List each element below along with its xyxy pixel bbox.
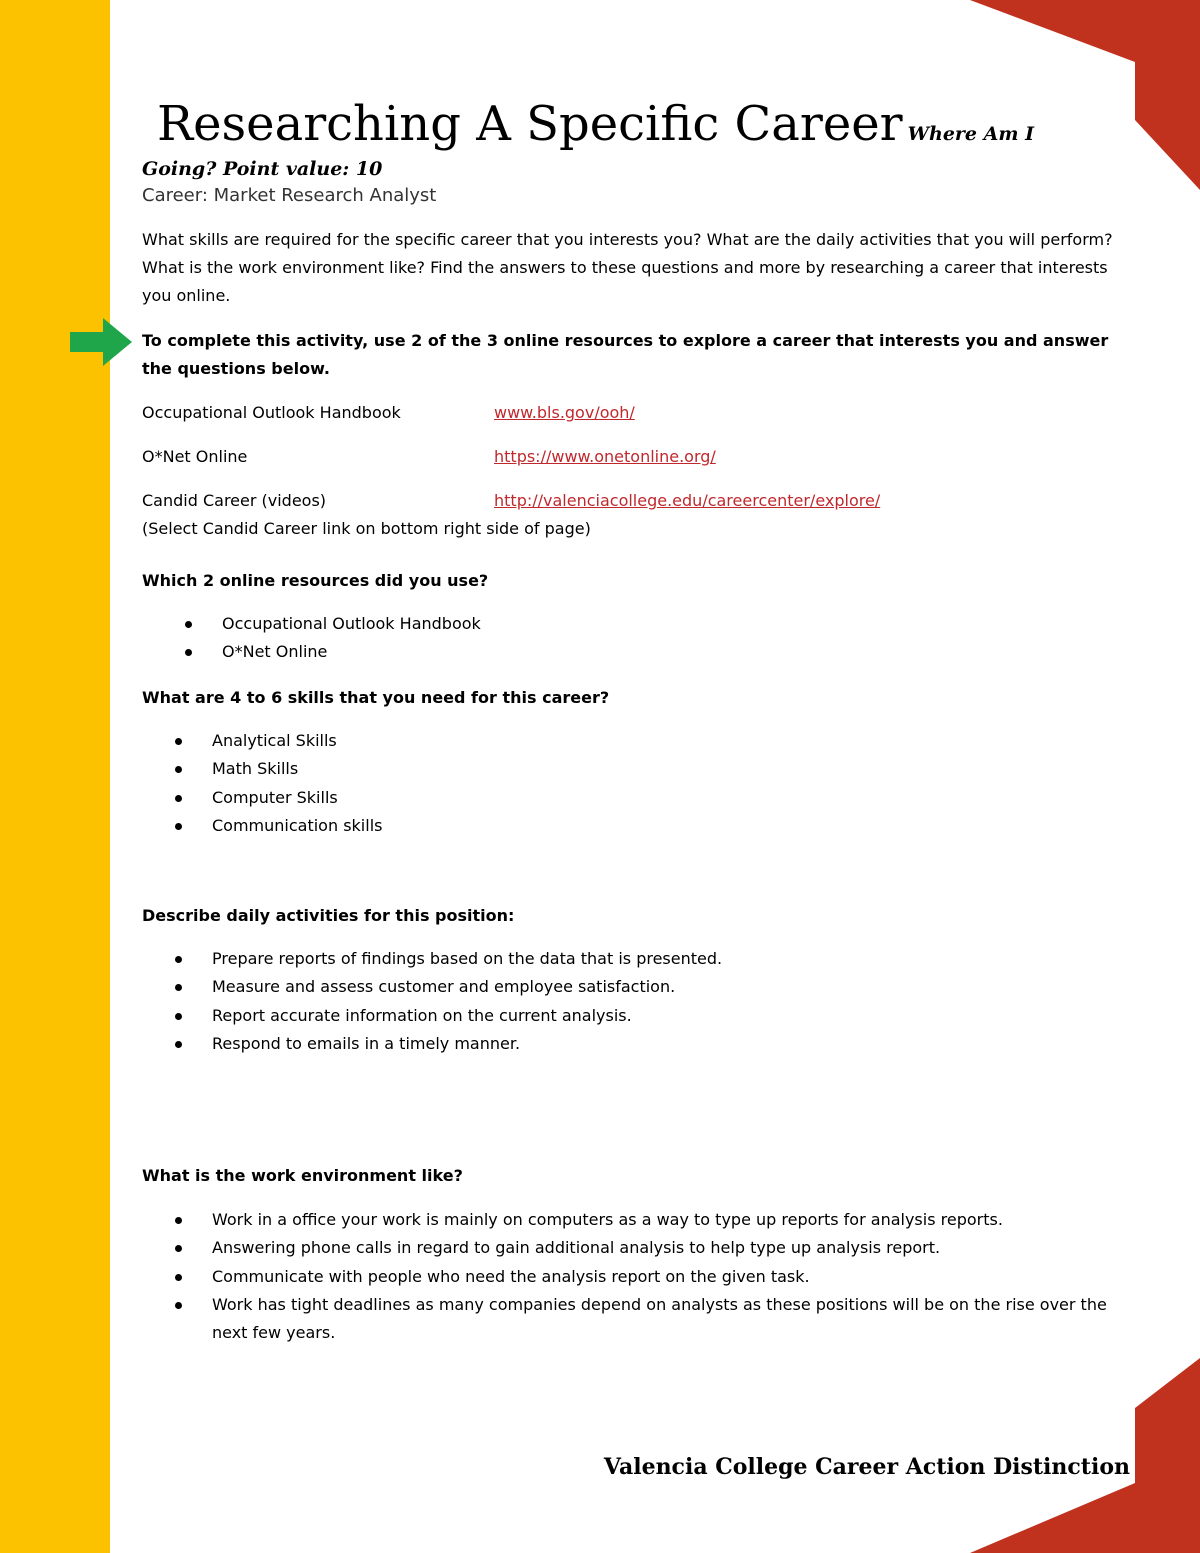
arrow-right-icon (70, 318, 132, 366)
question-resources: Which 2 online resources did you use? (142, 571, 489, 590)
title-main: Researching A Specific Career (157, 96, 903, 152)
list-item: Work has tight deadlines as many companies depend on analysts as these positions will be on the rise over the next few years. (212, 1291, 1112, 1348)
yellow-side-bar (0, 0, 110, 1553)
career-name: Career: Market Research Analyst (142, 185, 437, 206)
answers-activities (212, 945, 1112, 1058)
list-item: Communicate with people who need the analysis report on the given task. (212, 1263, 1112, 1291)
list-item: Respond to emails in a timely manner. (212, 1030, 1112, 1058)
list-item: Computer Skills (212, 784, 382, 812)
resource-label-ooh: Occupational Outlook Handbook (142, 403, 401, 422)
question-skills: What are 4 to 6 skills that you need for this career? (142, 688, 610, 707)
list-item: Answering phone calls in regard to gain additional analysis to help type up analysis report. (212, 1234, 1112, 1262)
list-item: Communication skills (212, 812, 382, 840)
list-item: Measure and assess customer and employee satisfaction. (212, 973, 1112, 1001)
footer-text: Valencia College Career Action Distinction (603, 1454, 1130, 1480)
intro-paragraph: What skills are required for the specific career that you interests you? What are the daily activities that you will perform? What is the work environment like? Find the answers to these questions and more by researching a career that interests you online. (142, 230, 1113, 305)
resource-link-ooh[interactable]: www.bls.gov/ooh/ (494, 403, 635, 422)
answers-environment (212, 1206, 1112, 1347)
resource-label-candid: Candid Career (videos) (142, 491, 327, 510)
list-item: Occupational Outlook Handbook (222, 610, 481, 638)
title-subtitle-part2: Going? Point value: 10 (142, 158, 383, 180)
list-item: Math Skills (212, 755, 382, 783)
question-environment: What is the work environment like? (142, 1166, 463, 1185)
instructions-paragraph: To complete this activity, use 2 of the 3 online resources to explore a career that interests you and answer the questions below. (142, 331, 1109, 378)
list-item: Analytical Skills (212, 727, 382, 755)
question-activities: Describe daily activities for this position: (142, 906, 515, 925)
list-item: Work in a office your work is mainly on computers as a way to type up reports for analysis reports. (212, 1206, 1112, 1234)
resource-label-onet: O*Net Online (142, 447, 248, 466)
candid-note: (Select Candid Career link on bottom right side of page) (142, 519, 591, 538)
answers-resources (222, 610, 481, 667)
page-title (157, 96, 1034, 152)
list-item: O*Net Online (222, 638, 481, 666)
title-subtitle-part1: Where Am I (907, 123, 1034, 145)
list-item: Prepare reports of findings based on the data that is presented. (212, 945, 1112, 973)
red-corner-decoration-top (970, 0, 1200, 190)
resource-link-onet[interactable]: https://www.onetonline.org/ (494, 447, 716, 466)
list-item: Report accurate information on the current analysis. (212, 1002, 1112, 1030)
answers-skills (212, 727, 382, 840)
resource-link-candid[interactable]: http://valenciacollege.edu/careercenter/explore/ (494, 491, 881, 510)
